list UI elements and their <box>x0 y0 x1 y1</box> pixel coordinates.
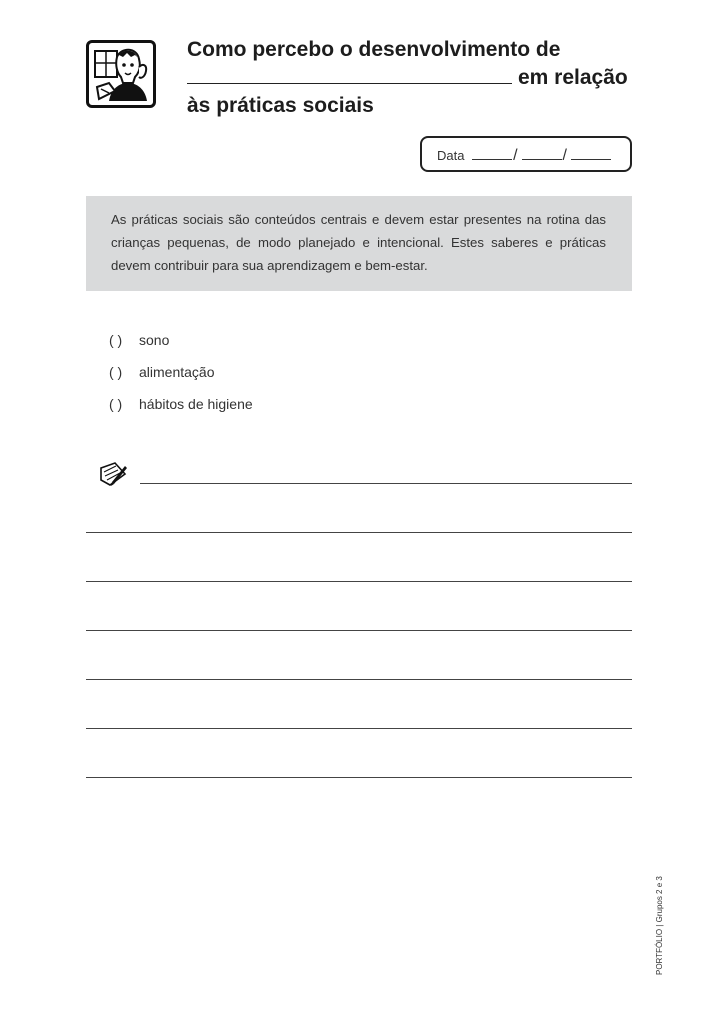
checklist-item[interactable] <box>109 362 253 394</box>
checklist <box>109 330 253 426</box>
writing-line[interactable] <box>86 679 632 680</box>
date-separator-1: / <box>513 147 518 164</box>
page-title <box>187 36 647 119</box>
writing-line[interactable] <box>86 581 632 582</box>
checklist-item[interactable] <box>109 394 253 426</box>
date-separator-2: / <box>562 147 567 164</box>
checkbox-parentheses[interactable]: ( ) <box>109 364 123 380</box>
writing-line[interactable] <box>86 532 632 533</box>
checklist-item-label: sono <box>139 332 170 348</box>
date-day-line[interactable] <box>472 147 512 160</box>
pencil-paper-icon <box>98 460 128 488</box>
info-text: As práticas sociais são conteúdos centrais e devem estar presentes na rotina das crianças pequenas, de modo planejado e intencional. Estes saberes e práticas devem contribuir para sua aprendizagem e bem-estar. <box>111 212 606 273</box>
title-blank-line[interactable] <box>187 65 512 84</box>
checkbox-parentheses[interactable]: ( ) <box>109 396 123 412</box>
writing-line[interactable] <box>86 630 632 631</box>
date-month-line[interactable] <box>522 147 562 160</box>
info-box <box>86 196 632 291</box>
date-label: Data <box>437 148 465 163</box>
checklist-item[interactable] <box>109 330 253 362</box>
title-line-1: Como percebo o desenvolvimento de <box>187 38 561 61</box>
date-year-line[interactable] <box>571 147 611 160</box>
child-with-hand-icon <box>86 40 156 108</box>
checklist-item-label: alimentação <box>139 364 215 380</box>
title-line-3: às práticas sociais <box>187 94 374 117</box>
date-field[interactable] <box>420 136 632 172</box>
title-line-2-suffix: em relação <box>518 66 628 89</box>
writing-line[interactable] <box>86 728 632 729</box>
footer-side-text: PORTFÓLIO | Grupos 2 e 3 <box>655 876 664 975</box>
checklist-item-label: hábitos de higiene <box>139 396 253 412</box>
writing-line[interactable] <box>140 483 632 484</box>
writing-line[interactable] <box>86 777 632 778</box>
checkbox-parentheses[interactable]: ( ) <box>109 332 123 348</box>
title-line-2 <box>187 64 647 91</box>
